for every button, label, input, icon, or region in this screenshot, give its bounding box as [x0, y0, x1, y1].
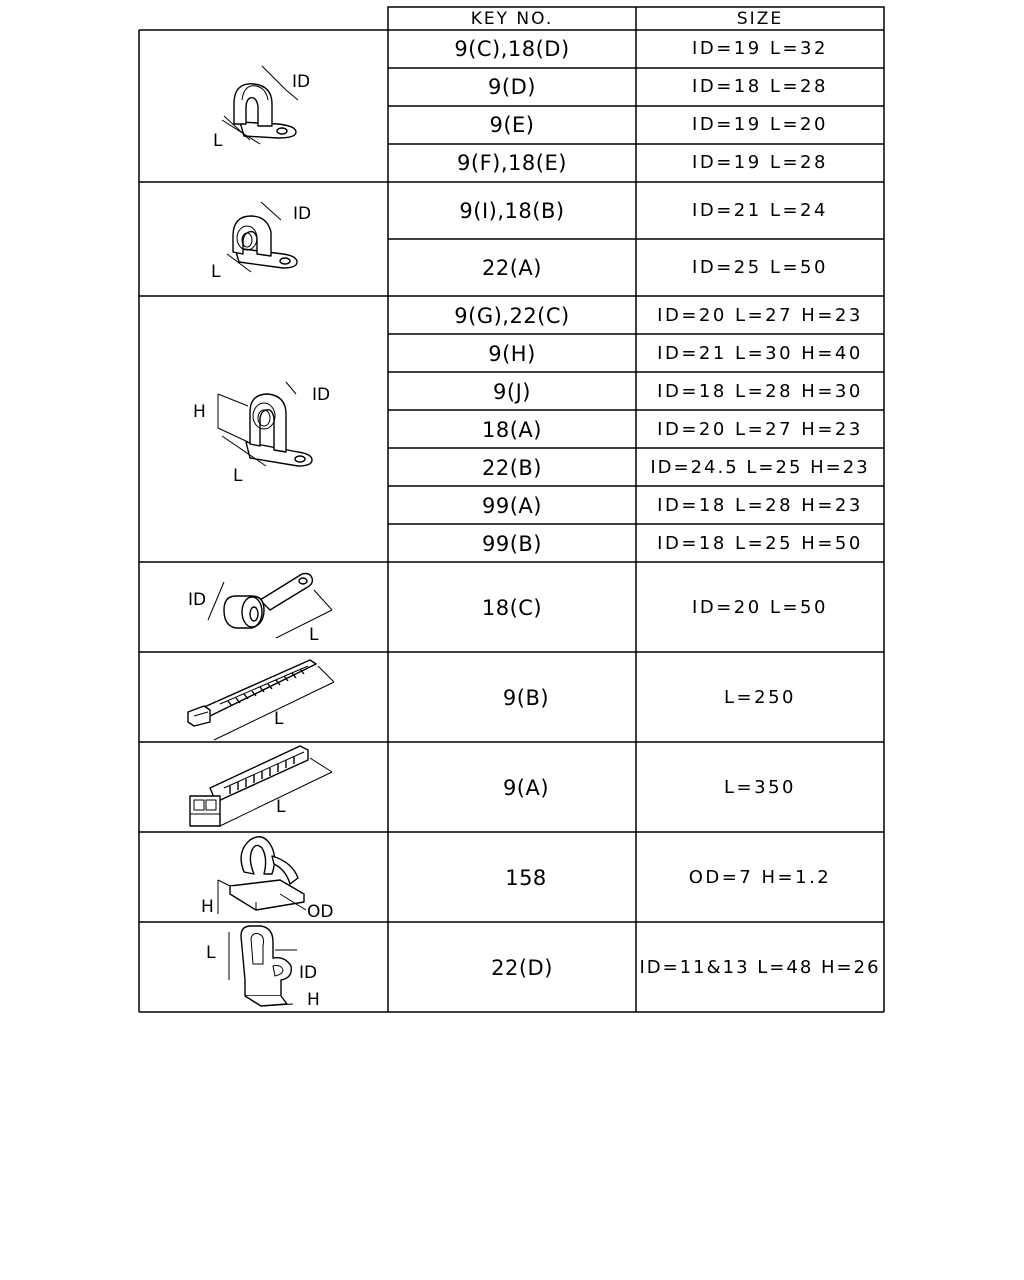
size-cell: ID=20 L=50 — [692, 597, 828, 618]
label-h: H — [307, 990, 320, 1010]
size-cell: ID=18 L=25 H=50 — [657, 533, 863, 554]
key-cell: 9(A) — [502, 776, 550, 800]
label-l: L — [213, 131, 223, 151]
size-cell: ID=18 L=28 H=23 — [657, 495, 863, 516]
size-cell: ID=19 L=32 — [692, 38, 828, 59]
key-cell: 9(J) — [493, 380, 531, 404]
size-cell: L=350 — [724, 777, 796, 798]
label-l: L — [233, 466, 243, 486]
key-cell: 99(A) — [482, 494, 542, 518]
label-l: L — [276, 797, 286, 817]
header-key-no: KEY NO. — [470, 9, 554, 29]
size-cell: ID=19 L=20 — [692, 114, 828, 135]
size-cell: ID=21 L=24 — [692, 200, 828, 221]
key-cell: 22(D) — [491, 956, 553, 980]
label-id: ID — [312, 385, 331, 405]
key-cell: 9(D) — [488, 75, 536, 99]
label-id: ID — [292, 72, 311, 92]
key-cell: 22(B) — [481, 456, 542, 480]
key-cell: 9(H) — [488, 342, 536, 366]
key-cell: 99(B) — [481, 532, 542, 556]
key-cell: 9(F),18(E) — [457, 151, 567, 175]
clamp-raised-icon — [210, 380, 325, 480]
key-cell: 9(G),22(C) — [454, 304, 570, 328]
size-cell: ID=18 L=28 — [692, 76, 828, 97]
label-l: L — [211, 262, 221, 282]
label-l: L — [309, 625, 319, 645]
size-cell: ID=20 L=27 H=23 — [657, 305, 863, 326]
label-l: L — [206, 943, 216, 963]
size-cell: ID=18 L=28 H=30 — [657, 381, 863, 402]
key-cell: 158 — [505, 866, 547, 890]
label-id: ID — [293, 204, 312, 224]
size-cell: ID=24.5 L=25 H=23 — [650, 457, 870, 478]
label-l: L — [274, 709, 284, 729]
key-cell: 22(A) — [482, 256, 542, 280]
cable-tie-large-icon — [180, 744, 345, 832]
label-od: OD — [307, 902, 334, 922]
key-cell: 9(E) — [489, 113, 535, 137]
label-id: ID — [299, 963, 318, 983]
label-h: H — [193, 402, 206, 422]
size-cell: ID=25 L=50 — [692, 257, 828, 278]
header-size: SIZE — [736, 9, 784, 29]
label-h: H — [201, 897, 214, 917]
size-cell: OD=7 H=1.2 — [688, 867, 832, 888]
size-cell: ID=19 L=28 — [692, 152, 828, 173]
key-cell: 18(C) — [481, 596, 543, 620]
key-cell: 9(B) — [502, 686, 550, 710]
size-cell: ID=11&13 L=48 H=26 — [639, 957, 881, 978]
size-cell: ID=21 L=30 H=40 — [657, 343, 863, 364]
key-cell: 9(C),18(D) — [454, 37, 570, 61]
key-cell: 18(A) — [482, 418, 542, 442]
size-cell: ID=20 L=27 H=23 — [657, 419, 863, 440]
size-cell: L=250 — [724, 687, 796, 708]
key-cell: 9(I),18(B) — [459, 199, 565, 223]
label-id: ID — [188, 590, 207, 610]
cable-tie-small-icon — [180, 654, 345, 742]
